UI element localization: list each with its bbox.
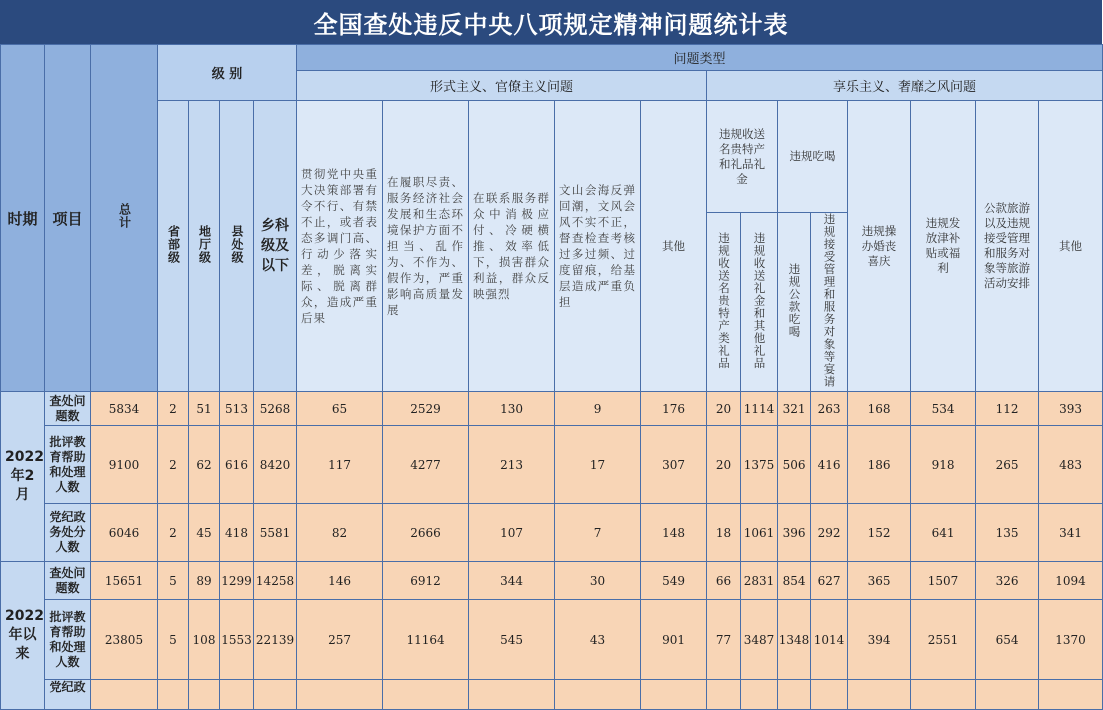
value-cell: 130 — [469, 392, 555, 426]
value-cell — [741, 680, 778, 710]
value-cell: 135 — [976, 504, 1039, 562]
header-weddings-funerals: 违规操办婚丧喜庆 — [848, 101, 911, 392]
value-cell: 513 — [220, 392, 254, 426]
value-cell: 901 — [641, 600, 707, 680]
item-label: 党纪政 — [45, 680, 91, 710]
value-cell: 18 — [707, 504, 741, 562]
value-cell: 396 — [778, 504, 811, 562]
header-item: 项目 — [45, 45, 91, 392]
value-cell — [1039, 680, 1103, 710]
value-cell: 20 — [707, 392, 741, 426]
value-cell: 2529 — [383, 392, 469, 426]
item-label: 查处问题数 — [45, 562, 91, 600]
value-cell: 112 — [976, 392, 1039, 426]
value-cell: 45 — [189, 504, 220, 562]
page-title: 全国查处违反中央八项规定精神问题统计表 — [0, 0, 1102, 46]
value-cell — [189, 680, 220, 710]
value-cell — [383, 680, 469, 710]
item-label: 批评教育帮助和处理人数 — [45, 426, 91, 504]
value-cell: 23805 — [91, 600, 158, 680]
table-row — [1, 504, 1103, 562]
header-level: 级 别 — [158, 45, 297, 101]
value-cell: 2 — [158, 504, 189, 562]
value-cell: 77 — [707, 600, 741, 680]
value-cell: 654 — [976, 600, 1039, 680]
value-cell — [848, 680, 911, 710]
table-row — [1, 600, 1103, 680]
value-cell — [555, 680, 641, 710]
value-cell: 1370 — [1039, 600, 1103, 680]
value-cell: 1061 — [741, 504, 778, 562]
value-cell: 7 — [555, 504, 641, 562]
value-cell: 108 — [189, 600, 220, 680]
period-label: 2022年以来 — [1, 562, 45, 710]
value-cell: 1114 — [741, 392, 778, 426]
value-cell: 321 — [778, 392, 811, 426]
value-cell: 1507 — [911, 562, 976, 600]
value-cell: 292 — [811, 504, 848, 562]
value-cell: 9 — [555, 392, 641, 426]
value-cell — [778, 680, 811, 710]
value-cell: 51 — [189, 392, 220, 426]
header-tourism: 公款旅游以及违规接受管理和服务对象等旅游活动安排 — [976, 101, 1039, 392]
value-cell: 854 — [778, 562, 811, 600]
value-cell — [707, 680, 741, 710]
header-allowances: 违规发放津补贴或福利 — [911, 101, 976, 392]
table-row — [1, 392, 1103, 426]
table-row — [1, 562, 1103, 600]
value-cell: 1375 — [741, 426, 778, 504]
value-cell: 2 — [158, 426, 189, 504]
header-formalism-col-4: 文山会海反弹回潮，文风会风不实不正，督查检查考核过多过频、过度留痕，给基层造成严重负担 — [555, 101, 641, 392]
value-cell: 534 — [911, 392, 976, 426]
value-cell — [911, 680, 976, 710]
header-level-provincial: 省部级 — [158, 101, 189, 392]
header-eat-group: 违规吃喝 — [778, 101, 848, 213]
value-cell: 627 — [811, 562, 848, 600]
value-cell: 186 — [848, 426, 911, 504]
value-cell: 418 — [220, 504, 254, 562]
table-row — [1, 426, 1103, 504]
value-cell: 9100 — [91, 426, 158, 504]
value-cell — [158, 680, 189, 710]
value-cell: 545 — [469, 600, 555, 680]
header-formalism-col-1: 贯彻党中央重大决策部署有令不行、有禁不止，或者表态多调门高、行动少落实差，脱离实际、脱离群众，造成严重后果 — [297, 101, 383, 392]
header-formalism-col-3: 在联系服务群众中消极应付、冷硬横推、效率低下，损害群众利益，群众反映强烈 — [469, 101, 555, 392]
value-cell: 117 — [297, 426, 383, 504]
value-cell: 3487 — [741, 600, 778, 680]
item-label: 党纪政务处分人数 — [45, 504, 91, 562]
header-gift-cash: 违规收送礼金和其他礼品 — [741, 213, 778, 392]
value-cell: 168 — [848, 392, 911, 426]
statistics-table — [0, 44, 1103, 710]
header-gift-specialty: 违规收送名贵特产类礼品 — [707, 213, 741, 392]
value-cell: 11164 — [383, 600, 469, 680]
value-cell: 483 — [1039, 426, 1103, 504]
value-cell: 22139 — [254, 600, 297, 680]
value-cell: 213 — [469, 426, 555, 504]
value-cell: 5 — [158, 562, 189, 600]
value-cell: 918 — [911, 426, 976, 504]
value-cell: 14258 — [254, 562, 297, 600]
value-cell: 8420 — [254, 426, 297, 504]
header-level-prefectural: 地厅级 — [189, 101, 220, 392]
value-cell: 416 — [811, 426, 848, 504]
value-cell: 5 — [158, 600, 189, 680]
value-cell: 616 — [220, 426, 254, 504]
value-cell: 1348 — [778, 600, 811, 680]
value-cell — [254, 680, 297, 710]
header-problem-type: 问题类型 — [297, 45, 1103, 71]
value-cell: 62 — [189, 426, 220, 504]
period-label: 2022年2月 — [1, 392, 45, 562]
value-cell: 365 — [848, 562, 911, 600]
value-cell: 65 — [297, 392, 383, 426]
value-cell: 394 — [848, 600, 911, 680]
header-hedonism-other: 其他 — [1039, 101, 1103, 392]
value-cell: 15651 — [91, 562, 158, 600]
value-cell: 1299 — [220, 562, 254, 600]
value-cell: 2831 — [741, 562, 778, 600]
value-cell: 146 — [297, 562, 383, 600]
value-cell — [811, 680, 848, 710]
value-cell: 1014 — [811, 600, 848, 680]
value-cell: 89 — [189, 562, 220, 600]
value-cell — [976, 680, 1039, 710]
header-level-township: 乡科级及以下 — [254, 101, 297, 392]
value-cell: 82 — [297, 504, 383, 562]
value-cell: 5268 — [254, 392, 297, 426]
value-cell: 176 — [641, 392, 707, 426]
value-cell: 257 — [297, 600, 383, 680]
value-cell: 148 — [641, 504, 707, 562]
header-gift-group: 违规收送名贵特产和礼品礼金 — [707, 101, 778, 213]
header-total: 总计 — [91, 45, 158, 392]
value-cell — [469, 680, 555, 710]
header-formalism-other: 其他 — [641, 101, 707, 392]
value-cell — [641, 680, 707, 710]
header-hedonism: 享乐主义、奢靡之风问题 — [707, 71, 1103, 101]
value-cell: 344 — [469, 562, 555, 600]
value-cell — [297, 680, 383, 710]
value-cell: 641 — [911, 504, 976, 562]
value-cell: 2666 — [383, 504, 469, 562]
value-cell: 30 — [555, 562, 641, 600]
header-eat-public: 违规公款吃喝 — [778, 213, 811, 392]
value-cell: 263 — [811, 392, 848, 426]
value-cell: 393 — [1039, 392, 1103, 426]
value-cell: 1094 — [1039, 562, 1103, 600]
value-cell: 20 — [707, 426, 741, 504]
item-label: 查处问题数 — [45, 392, 91, 426]
value-cell — [91, 680, 158, 710]
value-cell: 326 — [976, 562, 1039, 600]
header-level-county: 县处级 — [220, 101, 254, 392]
value-cell: 66 — [707, 562, 741, 600]
value-cell: 2551 — [911, 600, 976, 680]
value-cell: 107 — [469, 504, 555, 562]
header-formalism: 形式主义、官僚主义问题 — [297, 71, 707, 101]
value-cell: 341 — [1039, 504, 1103, 562]
value-cell: 43 — [555, 600, 641, 680]
value-cell: 5834 — [91, 392, 158, 426]
table-row — [1, 680, 1103, 710]
value-cell: 152 — [848, 504, 911, 562]
value-cell: 17 — [555, 426, 641, 504]
value-cell — [220, 680, 254, 710]
value-cell: 5581 — [254, 504, 297, 562]
value-cell: 307 — [641, 426, 707, 504]
header-eat-banquet: 违规接受管理和服务对象等宴请 — [811, 213, 848, 392]
value-cell: 6912 — [383, 562, 469, 600]
header-period: 时期 — [1, 45, 45, 392]
value-cell: 506 — [778, 426, 811, 504]
value-cell: 265 — [976, 426, 1039, 504]
value-cell: 2 — [158, 392, 189, 426]
header-formalism-col-2: 在履职尽责、服务经济社会发展和生态环境保护方面不担当、乱作为、不作为、假作为，严重影响高质量发展 — [383, 101, 469, 392]
item-label: 批评教育帮助和处理人数 — [45, 600, 91, 680]
value-cell: 6046 — [91, 504, 158, 562]
value-cell: 4277 — [383, 426, 469, 504]
value-cell: 549 — [641, 562, 707, 600]
value-cell: 1553 — [220, 600, 254, 680]
